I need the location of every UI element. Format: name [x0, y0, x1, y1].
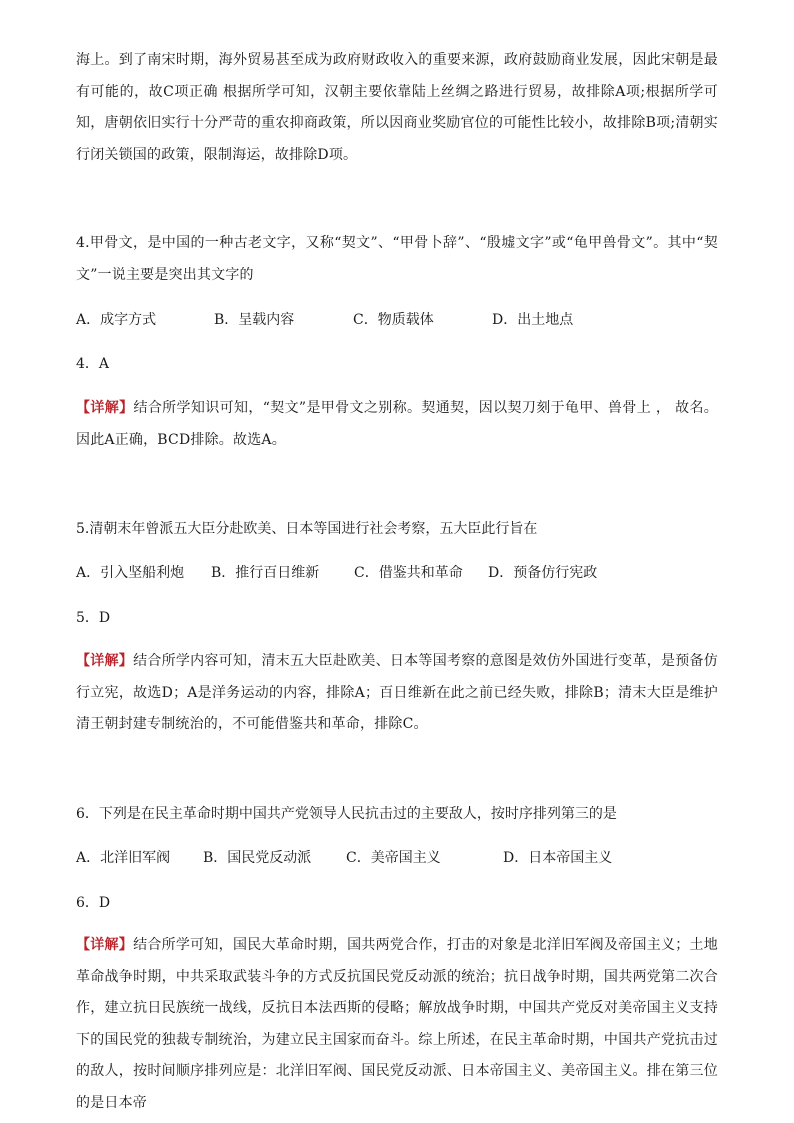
q4-option-c: C．物质载体 — [353, 312, 434, 328]
q5-detail-tag: 【详解】 — [76, 653, 134, 669]
q6-detail-tag: 【详解】 — [76, 937, 134, 953]
q4-answer: 4．A — [76, 356, 110, 372]
q5-options — [76, 562, 718, 584]
q6-detail — [76, 930, 718, 1119]
q5-answer: 5．D — [76, 610, 111, 626]
q5-option-c: C．借鉴共和革命 — [354, 565, 463, 581]
q4-detail — [76, 393, 718, 456]
q4-option-d: D．出土地点 — [492, 312, 574, 328]
q5-detail — [76, 646, 718, 741]
q4-options — [76, 309, 718, 331]
q5-detail-text: 结合所学内容可知，清末五大臣赴欧美、日本等国考察的意图是效仿外国进行变革，是预备仿行立宪，故选D；A是洋务运动的内容，排除A；百日维新在此之前已经失败，排除B；清末大臣是维护清王朝封建专制统治的，不可能借鉴共和革命，排除C。 — [76, 653, 718, 732]
q6-options — [76, 847, 718, 869]
q6-stem: 6．下列是在民主革命时期中国共产党领导人民抗击过的主要敌人，按时序排列第三的是 — [76, 806, 617, 822]
q6-option-b: B．国民党反动派 — [203, 850, 312, 866]
q5-option-b: B．推行百日维新 — [211, 565, 320, 581]
q5-option-d: D．预备仿行宪政 — [488, 565, 598, 581]
q4-option-b: B．呈载内容 — [214, 312, 295, 328]
q6-detail-text: 结合所学可知，国民大革命时期，国共两党合作，打击的对象是北洋旧军阀及帝国主义；土地革命战争时期，中共采取武装斗争的方式反抗国民党反动派的统治；抗日战争时期，国共两党第二次合作，建立抗日民族统一战线，反抗日本法西斯的侵略；解放战争时期，中国共产党反对美帝国主义支持下的国民党的独裁专制统治，为建立民主国家而奋斗。综上所述，在民主革命时期，中国共产党抗击过的敌人，按时间顺序排列应是：北洋旧军阀、国民党反动派、日本帝国主义、美帝国主义。排在第三位的是日本帝 — [76, 937, 718, 1111]
q6-option-c: C．美帝国主义 — [346, 850, 441, 866]
q6-option-d: D．日本帝国主义 — [503, 850, 613, 866]
q6-answer: 6．D — [76, 895, 111, 911]
q4-option-a: A．成字方式 — [76, 312, 157, 328]
q4-stem: 4.甲骨文，是中国的一种古老文字，又称“契文”、“甲骨卜辞”、“殷墟文字”或“龟甲兽骨文”。其中“契文”一说主要是突出其文字的 — [76, 235, 718, 283]
q4-detail-tag: 【详解】 — [76, 400, 134, 416]
analysis-continuation: 海上。到了南宋时期，海外贸易甚至成为政府财政收入的重要来源，政府鼓励商业发展，因此宋朝是最有可能的，故C项正确 根据所学可知，汉朝主要依靠陆上丝绸之路进行贸易，故排除A项;根据所学可知，唐朝依旧实行十分严苛的重农抑商政策，所以因商业奖励官位的可能性比较小，故排除B项;清朝实行闭关锁国的政策，限制海运，故排除D项。 — [76, 52, 718, 163]
q5-stem: 5.清朝末年曾派五大臣分赴欧美、日本等国进行社会考察，五大臣此行旨在 — [76, 521, 538, 537]
q5-option-a: A．引入坚船利炮 — [76, 565, 185, 581]
q4-detail-text: 结合所学知识可知，“契文”是甲骨文之别称。契通契，因以契刀刻于龟甲、兽骨上 ， 故名。因此A正确，BCD排除。故选A。 — [76, 400, 718, 448]
q6-option-a: A．北洋旧军阀 — [76, 850, 171, 866]
